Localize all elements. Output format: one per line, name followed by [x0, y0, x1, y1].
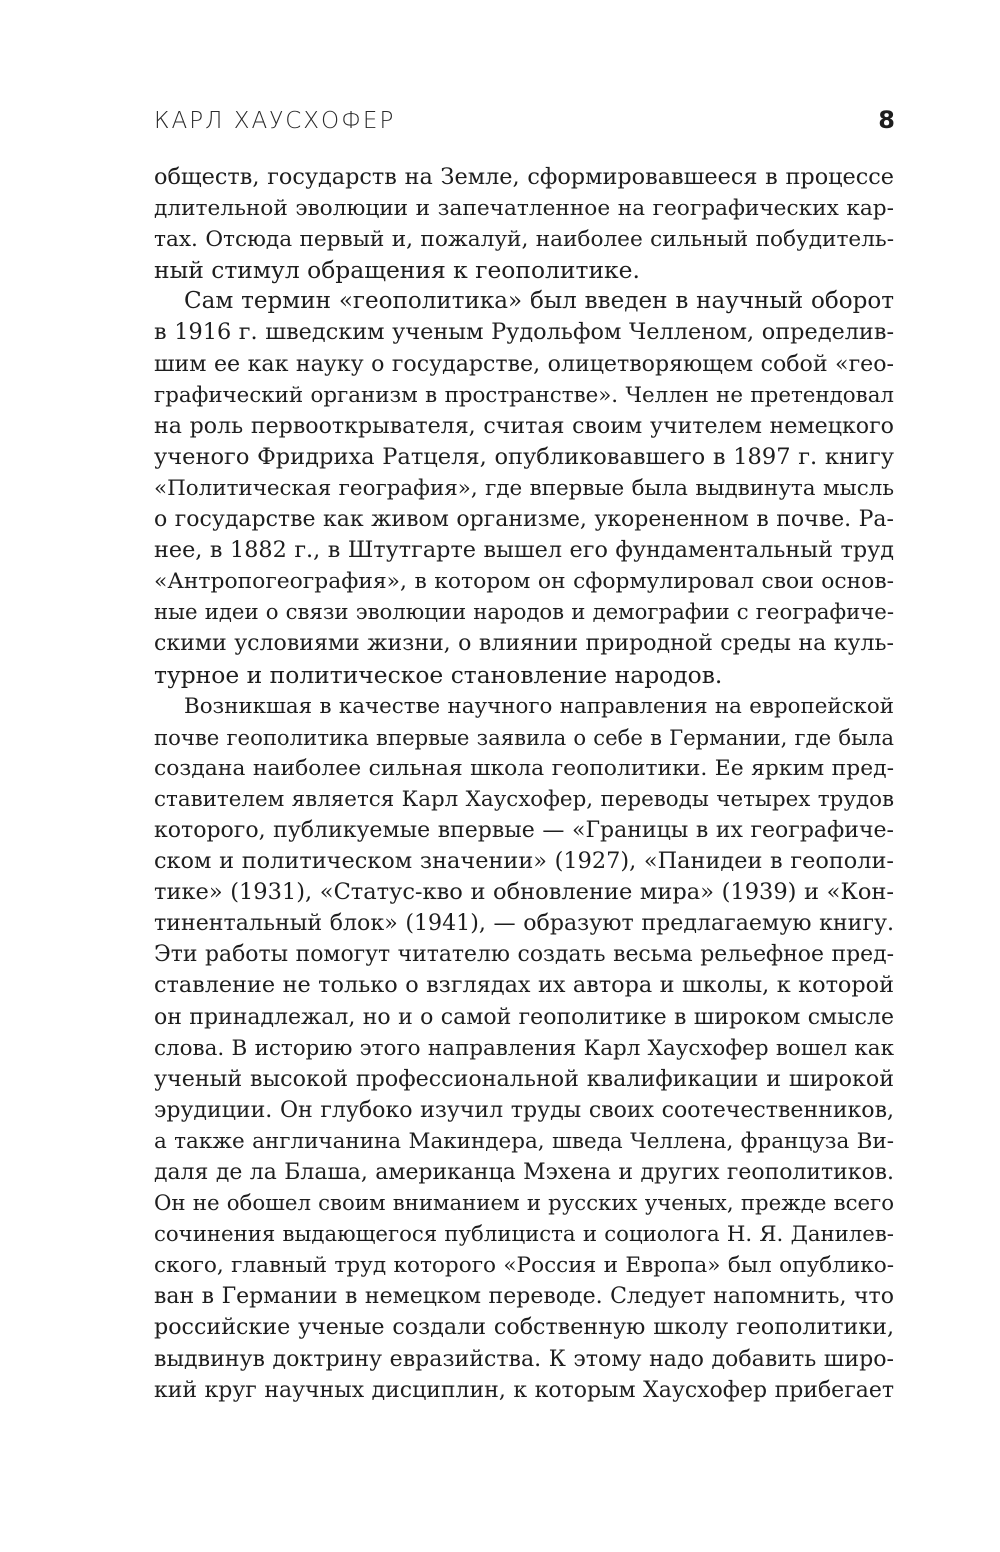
text-line: ный стимул обращения к геополитике.	[154, 256, 640, 285]
text-line: которого, публикуемые впервые — «Границы в их географиче-	[154, 817, 894, 843]
text-line: на роль первооткрывателя, считая своим учителем немецкого	[154, 412, 894, 439]
text-line: почве геополитика впервые заявила о себе в Германии, где была	[154, 724, 894, 750]
text-line: о государстве как живом организме, укорененном в почве. Ра-	[154, 507, 894, 533]
text-line: ные идеи о связи эволюции народов и демографии с географиче-	[154, 600, 894, 626]
text-line: ского, главный труд которого «Россия и Европа» был опублико-	[154, 1253, 894, 1279]
running-title: КАРЛ ХАУСХОФЕР	[154, 108, 396, 134]
text-line: длительной эволюции и запечатленное на географических кар-	[154, 196, 894, 222]
text-line: обществ, государств на Земле, сформировавшееся в процессе	[154, 164, 894, 190]
text-line: тинентальный блок» (1941), — образуют предлагаемую книгу.	[154, 910, 894, 937]
text-line: «Антропогеография», в котором он сформулировал свои основ-	[154, 569, 894, 595]
text-line: Сам термин «геополитика» был введен в научный оборот	[184, 288, 894, 315]
text-line: графический организм в пространстве». Челлен не претендовал	[154, 382, 894, 408]
text-line: «Политическая география», где впервые была выдвинута мысль	[154, 475, 894, 501]
text-line: скими условиями жизни, о влиянии природной среды на куль-	[154, 631, 894, 657]
text-line: ученый высокой профессиональной квалификации и широкой	[154, 1065, 894, 1092]
text-line: ван в Германии в немецком переводе. Следует напомнить, что	[154, 1284, 894, 1310]
text-line: он принадлежал, но и о самой геополитике в широком смысле	[154, 1004, 894, 1030]
text-line: тах. Отсюда первый и, пожалуй, наиболее сильный побудитель-	[154, 227, 894, 253]
text-line: тике» (1931), «Статус-кво и обновление мира» (1939) и «Кон-	[154, 879, 894, 906]
page-number: 8	[878, 106, 895, 134]
text-line: Эти работы помогут читателю создать весьма рельефное пред-	[154, 942, 894, 968]
text-line: сочинения выдающегося публициста и социолога Н. Я. Данилев-	[154, 1222, 894, 1248]
text-line: шим ее как науку о государстве, олицетворяющем собой «гео-	[154, 350, 894, 377]
text-line: Он не обошел своим вниманием и русских ученых, прежде всего	[154, 1191, 894, 1217]
text-line: российские ученые создали собственную школу геополитики,	[154, 1314, 894, 1341]
text-line: турное и политическое становление народов.	[154, 660, 723, 689]
text-line: ставителем является Карл Хаусхофер, переводы четырех трудов	[154, 786, 894, 812]
text-line: выдвинув доктрину евразийства. К этому надо добавить широ-	[154, 1345, 894, 1372]
text-line: даля де ла Блаша, американца Мэхена и других геополитиков.	[154, 1160, 894, 1185]
text-line: кий круг научных дисциплин, к которым Хаусхофер прибегает	[154, 1377, 894, 1403]
text-line: создана наиболее сильная школа геополитики. Ее ярким пред-	[154, 755, 894, 781]
text-line: а также англичанина Макиндера, шведа Челлена, француза Ви-	[154, 1128, 894, 1154]
text-line: нее, в 1882 г., в Штутгарте вышел его фундаментальный труд	[154, 537, 894, 564]
text-line: в 1916 г. шведским ученым Рудольфом Челленом, определив-	[154, 319, 894, 346]
text-line: эрудиции. Он глубоко изучил труды своих соотечественников,	[154, 1097, 894, 1123]
text-line: ставление не только о взглядах их автора и школы, к которой	[154, 972, 894, 999]
text-line: слова. В историю этого направления Карл Хаусхофер вошел как	[154, 1035, 894, 1061]
body-text	[154, 162, 894, 1406]
text-line: ском и политическом значении» (1927), «Панидеи в геополи-	[154, 848, 894, 875]
text-line: Возникшая в качестве научного направления на европейской	[184, 693, 894, 719]
text-line: ученого Фридриха Ратцеля, опубликовавшего в 1897 г. книгу	[154, 443, 894, 470]
